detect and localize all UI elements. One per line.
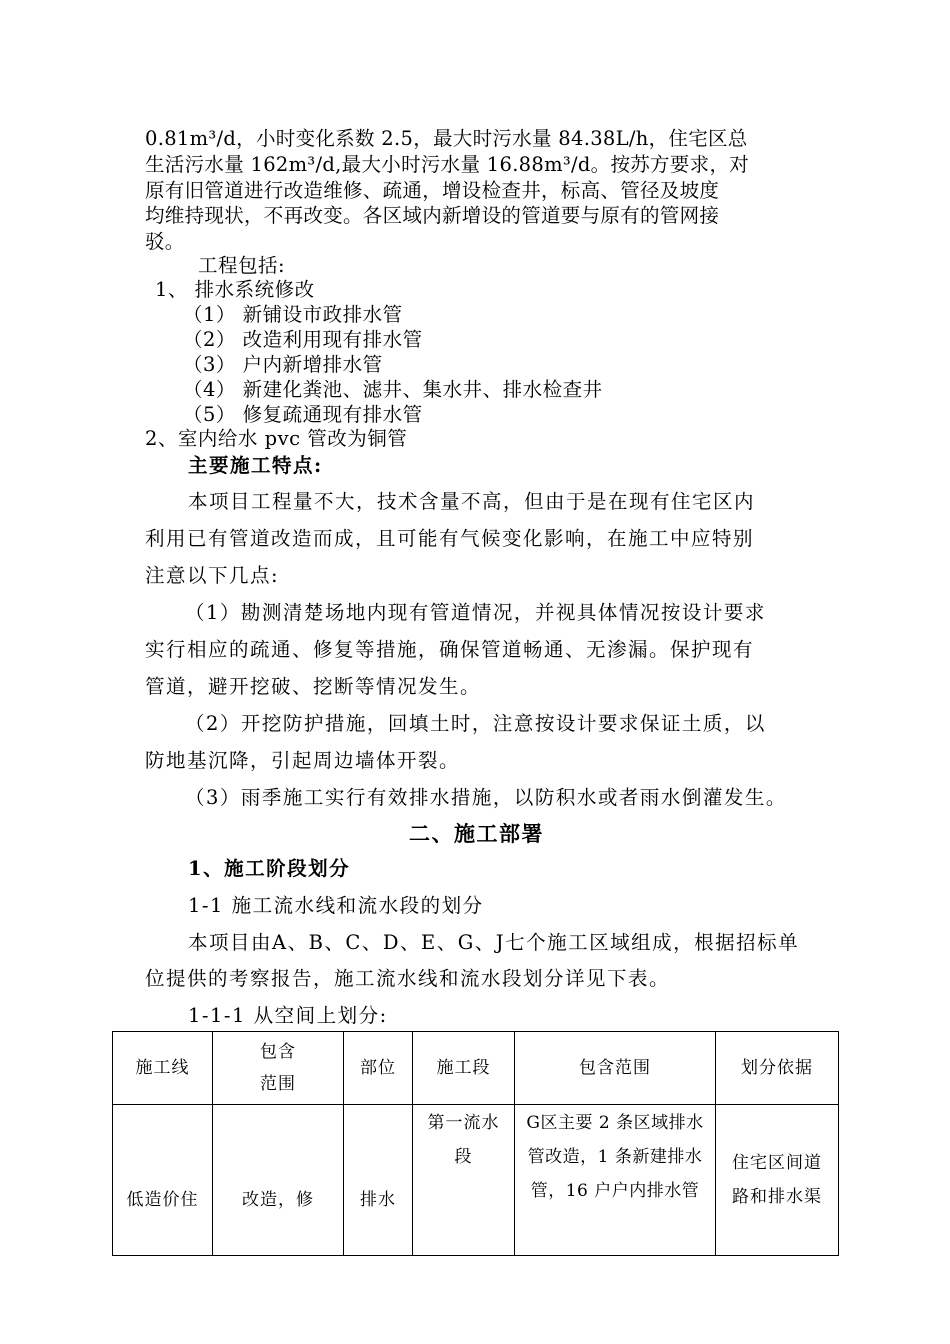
text-line: 本项目工程量不大，技术含量不高，但由于是在现有住宅区内 xyxy=(188,490,756,513)
table-header-row xyxy=(113,1032,839,1105)
text-line: （3）雨季施工实行有效排水措施，以防积水或者雨水倒灌发生。 xyxy=(185,786,787,809)
text-line: 本项目由A、B、C、D、E、G、J七个施工区域组成，根据招标单 xyxy=(188,931,800,954)
table-cell xyxy=(213,1105,344,1256)
subsection-title: 1、施工阶段划分 xyxy=(188,857,351,880)
list-item: （2） 改造利用现有排水管 xyxy=(183,328,423,351)
cell-text: 排水 xyxy=(360,1190,396,1210)
header-cell xyxy=(213,1032,344,1105)
cell-text: 住宅区间道 路和排水渠 xyxy=(732,1153,822,1207)
list-item: 2、室内给水 pvc 管改为铜管 xyxy=(145,427,408,450)
scope-heading: 工程包括: xyxy=(198,254,286,277)
header-text: 包含范围 xyxy=(579,1058,651,1078)
header-text: 包含 范围 xyxy=(260,1042,296,1094)
text-line: 均维持现状，不再改变。各区域内新增设的管道要与原有的管网接 xyxy=(145,204,720,227)
text-line: 实行相应的疏通、修复等措施，确保管道畅通、无渗漏。保护现有 xyxy=(145,638,755,661)
division-table xyxy=(112,1031,839,1256)
table-row xyxy=(113,1105,839,1256)
text-line: 注意以下几点: xyxy=(145,564,280,587)
text-line: 防地基沉降，引起周边墙体开裂。 xyxy=(145,749,461,772)
subsection-title: 1-1 施工流水线和流水段的划分 xyxy=(188,894,484,917)
list-item: 1、 排水系统修改 xyxy=(155,278,315,301)
list-item: （5） 修复疏通现有排水管 xyxy=(183,403,423,426)
table-cell xyxy=(413,1105,515,1256)
table-cell xyxy=(716,1105,839,1256)
list-item: （4） 新建化粪池、滤井、集水井、排水检查井 xyxy=(183,378,603,401)
header-text: 施工线 xyxy=(135,1058,190,1078)
cell-text: 低造价住 xyxy=(126,1190,199,1210)
table-cell xyxy=(113,1105,213,1256)
header-text: 部位 xyxy=(360,1058,396,1078)
header-cell xyxy=(716,1032,839,1105)
features-heading: 主要施工特点: xyxy=(188,454,323,477)
text-line: （1）勘测清楚场地内现有管道情况，并视具体情况按设计要求 xyxy=(185,601,766,624)
header-cell xyxy=(113,1032,213,1105)
text-line: （2）开挖防护措施，回填土时，注意按设计要求保证土质，以 xyxy=(185,712,766,735)
cell-text: 第一流水 段 xyxy=(427,1113,500,1167)
cell-text: G区主要 2 条区域排水 管改造，1 条新建排水 管，16 户户内排水管 xyxy=(526,1113,704,1201)
text-line: 管道，避开挖破、挖断等情况发生。 xyxy=(145,675,482,698)
header-cell xyxy=(344,1032,413,1105)
cell-text: 改造，修 xyxy=(242,1190,314,1210)
header-cell xyxy=(515,1032,716,1105)
header-cell xyxy=(413,1032,515,1105)
text-line: 利用已有管道改造而成，且可能有气候变化影响，在施工中应特别 xyxy=(145,527,755,550)
list-item: （1） 新铺设市政排水管 xyxy=(183,303,403,326)
section-title: 二、施工部署 xyxy=(409,821,544,846)
list-item: （3） 户内新增排水管 xyxy=(183,353,383,376)
table-cell xyxy=(515,1105,716,1256)
header-text: 划分依据 xyxy=(741,1058,813,1078)
text-line: 驳。 xyxy=(145,230,185,253)
text-line: 位提供的考察报告，施工流水线和流水段划分详见下表。 xyxy=(145,967,671,990)
text-line: 生活污水量 162m³/d,最大小时污水量 16.88m³/d。按苏方要求，对 xyxy=(145,153,750,176)
subsection-title: 1-1-1 从空间上划分: xyxy=(188,1004,388,1027)
text-line: 原有旧管道进行改造维修、疏通，增设检查井，标高、管径及坡度 xyxy=(145,179,720,202)
header-text: 施工段 xyxy=(436,1058,491,1078)
text-line: 0.81m³/d，小时变化系数 2.5，最大时污水量 84.38L/h，住宅区总 xyxy=(145,127,748,150)
table-cell xyxy=(344,1105,413,1256)
